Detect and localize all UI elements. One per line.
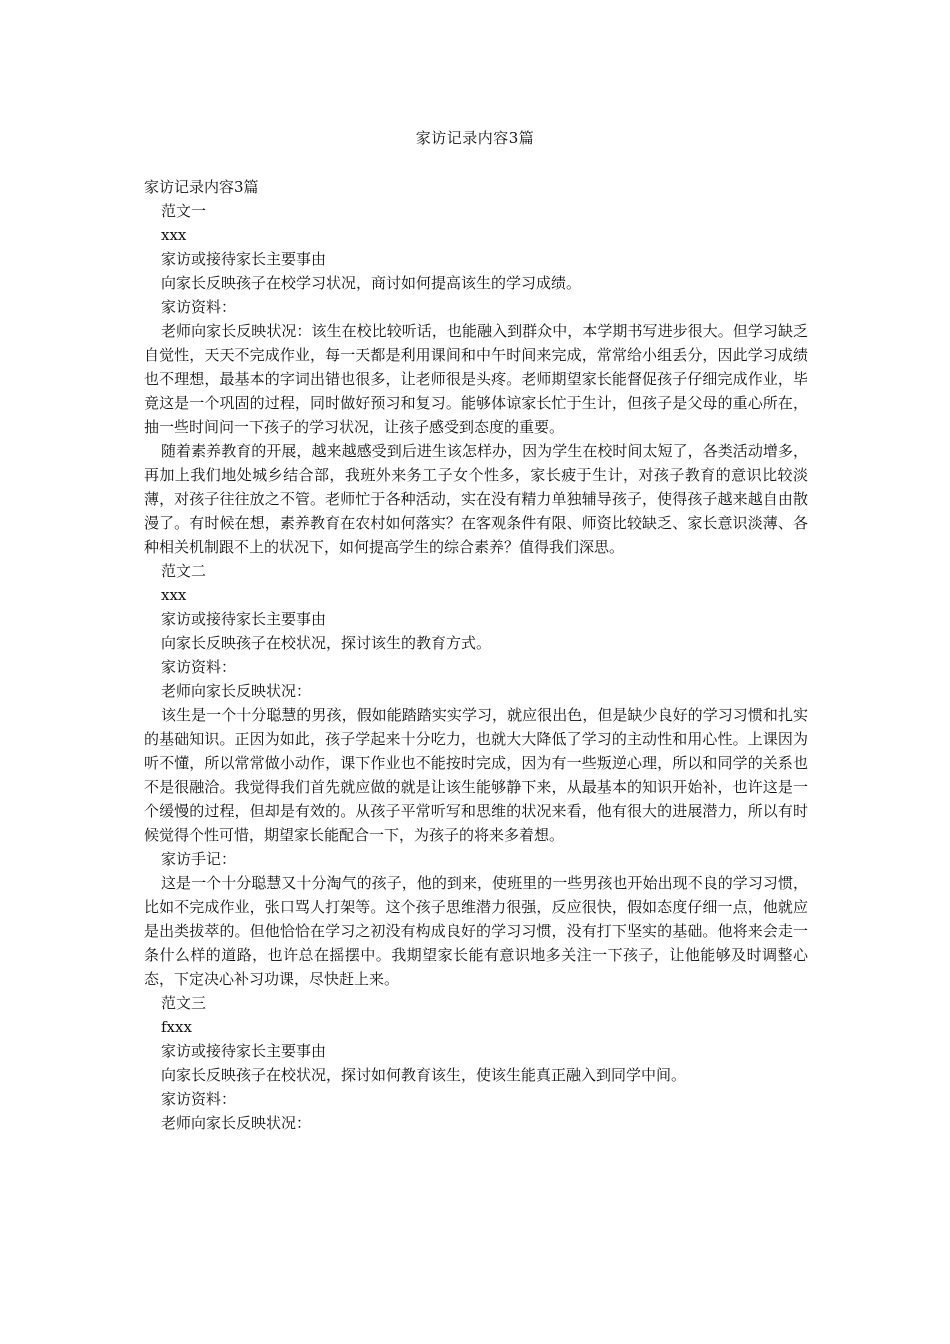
- section3-material-label: 家访资料：: [161, 1090, 237, 1108]
- section3-reason: 向家长反映孩子在校状况，探讨如何教育该生，使该生能真正融入到同学中间。: [161, 1066, 687, 1084]
- section2-reason: 向家长反映孩子在校状况，探讨该生的教育方式。: [161, 634, 492, 652]
- document-heading: 家访记录内容3篇: [144, 178, 259, 196]
- section3-report-label: 老师向家长反映状况：: [161, 1114, 312, 1132]
- section1-paragraph-1: 老师向家长反映状况：该生在校比较听话，也能融入到群众中，本学期书写进步很大。但学习缺乏自觉性，天天不完成作业，每一天都是利用课间和中午时间来完成，常常给小组丢分，因此学习成绩也不理想，最基本的字词出错也很多，让老师很是头疼。老师期望家长能督促孩子仔细完成作业，毕竟这是一个巩固的过程，同时做好预习和复习。能够体谅家长忙于生计，但孩子是父母的重心所在，抽一些时间问一下孩子的学习状况，让孩子感受到态度的重要。: [144, 322, 808, 436]
- section3-title: 范文三: [161, 994, 207, 1012]
- document-body: [144, 175, 808, 1135]
- section2-paragraph-1: 该生是一个十分聪慧的男孩，假如能踏踏实实学习，就应很出色，但是缺少良好的学习习惯和扎实的基础知识。正因为如此，孩子学起来十分吃力，也就大大降低了学习的主动性和用心性。上课因为听不懂，所以常常做小动作，课下作业也不能按时完成，因为有一些叛逆心理，所以和同学的关系也不是很融洽。我觉得我们首先就应做的就是让该生能够静下来，从最基本的知识开始补，也许这是一个缓慢的过程，但却是有效的。从孩子平常听写和思维的状况来看，他有很大的进展潜力，所以有时候觉得个性可惜，期望家长能配合一下，为孩子的将来多着想。: [144, 706, 808, 844]
- page-title: 家访记录内容3篇: [415, 129, 535, 147]
- section3-reason-label: 家访或接待家长主要事由: [161, 1042, 327, 1060]
- section2-title: 范文二: [161, 562, 207, 580]
- section2-paragraph-2: 这是一个十分聪慧又十分淘气的孩子，他的到来，使班里的一些男孩也开始出现不良的学习习惯，比如不完成作业，张口骂人打架等。这个孩子思维潜力很强，反应很快，假如态度仔细一点，他就应是出类拔萃的。但他恰恰在学习之初没有构成良好的学习习惯，没有打下坚实的基础。他将来会走一条什么样的道路，也许总在摇摆中。我期望家长能有意识地多关注一下孩子，让他能够及时调整心态，下定决心补习功课，尽快赶上来。: [144, 874, 808, 988]
- section2-name: xxx: [161, 586, 187, 604]
- section2-material-label: 家访资料：: [161, 658, 237, 676]
- section1-reason: 向家长反映孩子在校学习状况，商讨如何提高该生的学习成绩。: [161, 274, 582, 292]
- section2-reason-label: 家访或接待家长主要事由: [161, 610, 327, 628]
- section1-title: 范文一: [161, 202, 207, 220]
- section1-paragraph-2: 随着素养教育的开展，越来越感受到后进生该怎样办，因为学生在校时间太短了，各类活动增多，再加上我们地处城乡结合部，我班外来务工子女个性多，家长疲于生计，对孩子教育的意识比较淡薄，对孩子往往放之不管。老师忙于各种活动，实在没有精力单独辅导孩子，使得孩子越来越自由散漫了。有时候在想，素养教育在农村如何落实？在客观条件有限、师资比较缺乏、家长意识淡薄、各种相关机制跟不上的状况下，如何提高学生的综合素养？值得我们深思。: [144, 442, 808, 556]
- section1-name: xxx: [161, 226, 187, 244]
- section1-material-label: 家访资料：: [161, 298, 237, 316]
- section2-notes-label: 家访手记：: [161, 850, 237, 868]
- section1-reason-label: 家访或接待家长主要事由: [161, 250, 327, 268]
- section2-report-label: 老师向家长反映状况：: [161, 682, 312, 700]
- section3-name: fxxx: [161, 1018, 192, 1036]
